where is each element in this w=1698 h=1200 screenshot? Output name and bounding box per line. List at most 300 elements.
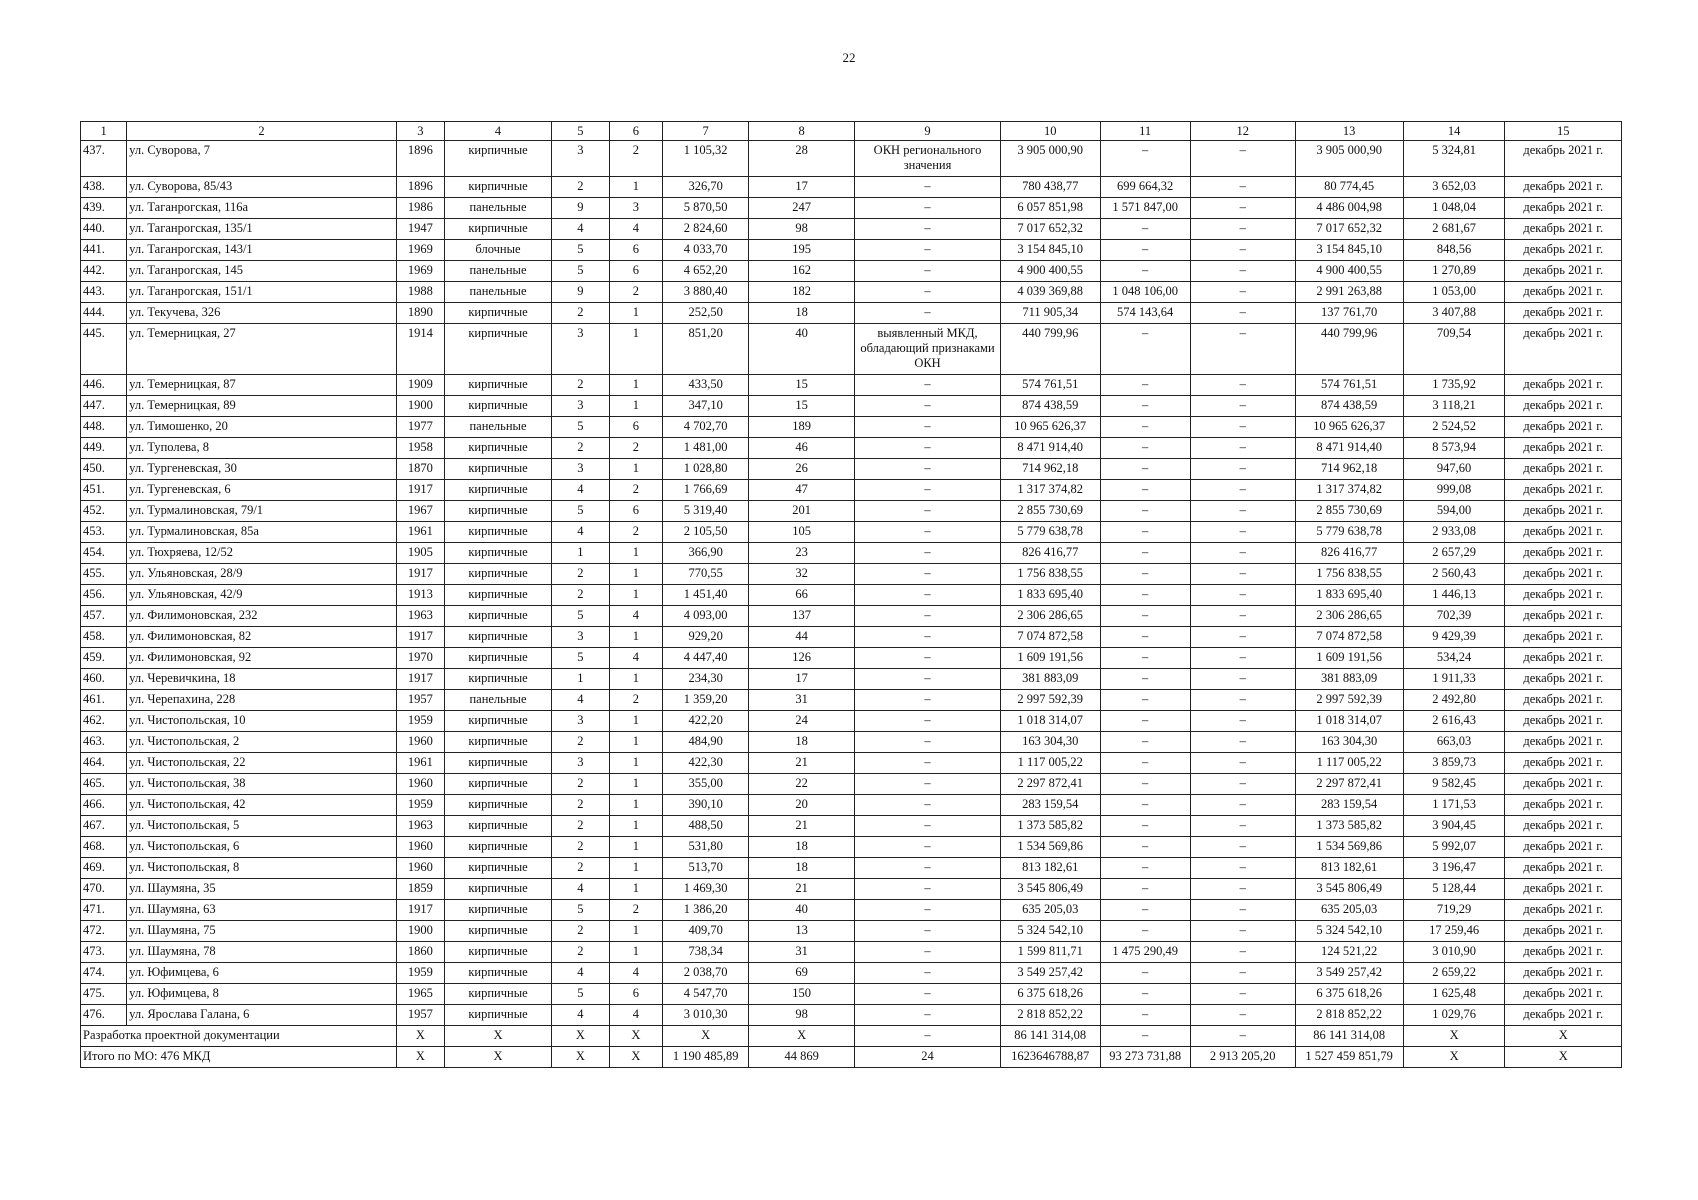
table-cell-col-15: декабрь 2021 г. — [1505, 543, 1622, 564]
table-cell-col-3: 1917 — [396, 627, 444, 648]
table-cell-col-7: 1 105,32 — [663, 141, 749, 177]
summary-cell-col-9: – — [855, 1026, 1001, 1047]
table-cell-col-14: 1 911,33 — [1403, 669, 1505, 690]
table-cell-col-6: 1 — [609, 795, 662, 816]
table-cell-col-7: 531,80 — [663, 837, 749, 858]
table-cell-col-12: – — [1190, 753, 1295, 774]
table-cell-col-7: 5 870,50 — [663, 198, 749, 219]
table-cell-col-1: 443. — [81, 282, 127, 303]
table-cell-col-12: – — [1190, 1005, 1295, 1026]
table-row — [81, 480, 1622, 501]
table-row — [81, 240, 1622, 261]
table-cell-col-15: декабрь 2021 г. — [1505, 606, 1622, 627]
table-cell-col-14: 5 992,07 — [1403, 837, 1505, 858]
summary-cell-col-15: Х — [1505, 1026, 1622, 1047]
table-cell-col-11: – — [1100, 324, 1190, 375]
summary-cell-col-9: 24 — [855, 1047, 1001, 1068]
table-cell-col-10: 3 905 000,90 — [1000, 141, 1100, 177]
table-cell-col-9: – — [855, 606, 1001, 627]
table-cell-col-11: – — [1100, 711, 1190, 732]
table-cell-col-11: – — [1100, 858, 1190, 879]
table-cell-col-13: 813 182,61 — [1295, 858, 1403, 879]
table-cell-col-5: 4 — [551, 480, 609, 501]
table-cell-col-6: 2 — [609, 522, 662, 543]
table-cell-col-10: 1 117 005,22 — [1000, 753, 1100, 774]
table-cell-col-9: – — [855, 690, 1001, 711]
table-cell-col-10: 2 306 286,65 — [1000, 606, 1100, 627]
table-cell-col-5: 5 — [551, 900, 609, 921]
table-cell-col-11: – — [1100, 795, 1190, 816]
table-cell-col-1: 447. — [81, 396, 127, 417]
table-cell-col-6: 1 — [609, 543, 662, 564]
header-row — [81, 122, 1622, 141]
summary-cell-col-8: Х — [749, 1026, 855, 1047]
table-cell-col-2: ул. Ульяновская, 28/9 — [127, 564, 397, 585]
table-cell-col-5: 9 — [551, 282, 609, 303]
column-number-3: 3 — [396, 122, 444, 141]
table-cell-col-1: 439. — [81, 198, 127, 219]
table-cell-col-2: ул. Филимоновская, 92 — [127, 648, 397, 669]
table-cell-col-12: – — [1190, 198, 1295, 219]
table-cell-col-10: 7 074 872,58 — [1000, 627, 1100, 648]
table-cell-col-6: 6 — [609, 417, 662, 438]
table-cell-col-8: 18 — [749, 732, 855, 753]
table-cell-col-8: 18 — [749, 858, 855, 879]
column-number-15: 15 — [1505, 122, 1622, 141]
table-cell-col-12: – — [1190, 648, 1295, 669]
table-cell-col-13: 3 545 806,49 — [1295, 879, 1403, 900]
housing-register-table — [80, 121, 1622, 1068]
table-cell-col-5: 4 — [551, 219, 609, 240]
table-cell-col-8: 189 — [749, 417, 855, 438]
table-cell-col-9: – — [855, 198, 1001, 219]
table-cell-col-5: 2 — [551, 438, 609, 459]
table-cell-col-15: декабрь 2021 г. — [1505, 324, 1622, 375]
table-cell-col-4: блочные — [445, 240, 552, 261]
table-cell-col-2: ул. Туполева, 8 — [127, 438, 397, 459]
table-cell-col-1: 448. — [81, 417, 127, 438]
summary-cell-col-5: Х — [551, 1026, 609, 1047]
table-cell-col-10: 2 997 592,39 — [1000, 690, 1100, 711]
table-cell-col-2: ул. Турмалиновская, 85а — [127, 522, 397, 543]
table-cell-col-7: 929,20 — [663, 627, 749, 648]
table-cell-col-8: 17 — [749, 177, 855, 198]
column-number-4: 4 — [445, 122, 552, 141]
table-cell-col-10: 1 317 374,82 — [1000, 480, 1100, 501]
table-cell-col-10: 780 438,77 — [1000, 177, 1100, 198]
table-cell-col-3: 1896 — [396, 177, 444, 198]
table-cell-col-2: ул. Филимоновская, 82 — [127, 627, 397, 648]
table-cell-col-14: 2 524,52 — [1403, 417, 1505, 438]
table-cell-col-8: 40 — [749, 324, 855, 375]
table-cell-col-3: 1986 — [396, 198, 444, 219]
table-row — [81, 459, 1622, 480]
table-cell-col-7: 366,90 — [663, 543, 749, 564]
table-cell-col-4: кирпичные — [445, 141, 552, 177]
table-cell-col-1: 456. — [81, 585, 127, 606]
table-cell-col-2: ул. Тургеневская, 30 — [127, 459, 397, 480]
table-cell-col-8: 105 — [749, 522, 855, 543]
table-row — [81, 303, 1622, 324]
table-cell-col-1: 458. — [81, 627, 127, 648]
table-cell-col-3: 1900 — [396, 921, 444, 942]
table-cell-col-11: – — [1100, 459, 1190, 480]
page-number: 22 — [842, 50, 856, 65]
column-number-12: 12 — [1190, 122, 1295, 141]
table-cell-col-5: 2 — [551, 837, 609, 858]
table-cell-col-12: – — [1190, 585, 1295, 606]
table-cell-col-13: 1 534 569,86 — [1295, 837, 1403, 858]
table-cell-col-3: 1859 — [396, 879, 444, 900]
table-cell-col-7: 4 033,70 — [663, 240, 749, 261]
table-cell-col-7: 851,20 — [663, 324, 749, 375]
table-row — [81, 858, 1622, 879]
table-cell-col-2: ул. Ярослава Галана, 6 — [127, 1005, 397, 1026]
table-cell-col-15: декабрь 2021 г. — [1505, 219, 1622, 240]
table-cell-col-2: ул. Темерницкая, 27 — [127, 324, 397, 375]
table-cell-col-6: 2 — [609, 282, 662, 303]
table-cell-col-5: 3 — [551, 711, 609, 732]
table-cell-col-14: 2 659,22 — [1403, 963, 1505, 984]
table-cell-col-11: – — [1100, 879, 1190, 900]
table-cell-col-14: 3 010,90 — [1403, 942, 1505, 963]
table-cell-col-3: 1900 — [396, 396, 444, 417]
table-cell-col-8: 24 — [749, 711, 855, 732]
table-cell-col-11: – — [1100, 606, 1190, 627]
table-cell-col-6: 2 — [609, 438, 662, 459]
table-cell-col-14: 1 029,76 — [1403, 1005, 1505, 1026]
column-number-1: 1 — [81, 122, 127, 141]
table-cell-col-3: 1870 — [396, 459, 444, 480]
table-cell-col-8: 18 — [749, 837, 855, 858]
table-cell-col-8: 46 — [749, 438, 855, 459]
table-cell-col-10: 5 779 638,78 — [1000, 522, 1100, 543]
table-cell-col-13: 7 017 652,32 — [1295, 219, 1403, 240]
table-cell-col-1: 449. — [81, 438, 127, 459]
table-cell-col-4: кирпичные — [445, 543, 552, 564]
table-cell-col-11: – — [1100, 219, 1190, 240]
table-cell-col-4: кирпичные — [445, 963, 552, 984]
table-cell-col-15: декабрь 2021 г. — [1505, 417, 1622, 438]
table-cell-col-15: декабрь 2021 г. — [1505, 795, 1622, 816]
table-row — [81, 417, 1622, 438]
table-cell-col-6: 4 — [609, 219, 662, 240]
table-cell-col-8: 137 — [749, 606, 855, 627]
table-cell-col-2: ул. Чистопольская, 10 — [127, 711, 397, 732]
table-cell-col-8: 247 — [749, 198, 855, 219]
table-cell-col-9: – — [855, 858, 1001, 879]
table-cell-col-7: 4 447,40 — [663, 648, 749, 669]
table-row — [81, 1005, 1622, 1026]
table-cell-col-1: 442. — [81, 261, 127, 282]
table-row — [81, 177, 1622, 198]
table-cell-col-10: 8 471 914,40 — [1000, 438, 1100, 459]
table-cell-col-2: ул. Чистопольская, 38 — [127, 774, 397, 795]
table-cell-col-2: ул. Турмалиновская, 79/1 — [127, 501, 397, 522]
table-row — [81, 921, 1622, 942]
table-cell-col-11: 1 571 847,00 — [1100, 198, 1190, 219]
table-row — [81, 438, 1622, 459]
table-cell-col-2: ул. Юфимцева, 8 — [127, 984, 397, 1005]
table-cell-col-6: 1 — [609, 459, 662, 480]
table-cell-col-13: 5 779 638,78 — [1295, 522, 1403, 543]
table-cell-col-1: 461. — [81, 690, 127, 711]
table-cell-col-9: – — [855, 303, 1001, 324]
table-cell-col-6: 1 — [609, 753, 662, 774]
table-cell-col-11: – — [1100, 900, 1190, 921]
table-cell-col-2: ул. Черепахина, 228 — [127, 690, 397, 711]
table-row — [81, 375, 1622, 396]
table-cell-col-10: 874 438,59 — [1000, 396, 1100, 417]
table-row — [81, 282, 1622, 303]
table-cell-col-4: кирпичные — [445, 438, 552, 459]
table-cell-col-10: 2 818 852,22 — [1000, 1005, 1100, 1026]
table-cell-col-8: 195 — [749, 240, 855, 261]
table-cell-col-13: 5 324 542,10 — [1295, 921, 1403, 942]
table-cell-col-13: 2 997 592,39 — [1295, 690, 1403, 711]
table-row — [81, 219, 1622, 240]
table-row — [81, 324, 1622, 375]
table-cell-col-6: 1 — [609, 585, 662, 606]
table-cell-col-6: 1 — [609, 816, 662, 837]
table-cell-col-4: кирпичные — [445, 879, 552, 900]
table-cell-col-8: 44 — [749, 627, 855, 648]
table-cell-col-11: – — [1100, 816, 1190, 837]
table-row — [81, 711, 1622, 732]
table-cell-col-7: 390,10 — [663, 795, 749, 816]
table-cell-col-11: 574 143,64 — [1100, 303, 1190, 324]
table-cell-col-5: 3 — [551, 627, 609, 648]
column-number-7: 7 — [663, 122, 749, 141]
table-cell-col-13: 2 855 730,69 — [1295, 501, 1403, 522]
table-cell-col-11: – — [1100, 648, 1190, 669]
table-cell-col-11: – — [1100, 921, 1190, 942]
table-cell-col-15: декабрь 2021 г. — [1505, 1005, 1622, 1026]
table-cell-col-2: ул. Текучева, 326 — [127, 303, 397, 324]
table-cell-col-2: ул. Чистопольская, 42 — [127, 795, 397, 816]
table-cell-col-2: ул. Чистопольская, 22 — [127, 753, 397, 774]
table-cell-col-4: кирпичные — [445, 564, 552, 585]
table-cell-col-9: – — [855, 816, 1001, 837]
table-cell-col-12: – — [1190, 522, 1295, 543]
table-cell-col-12: – — [1190, 459, 1295, 480]
table-cell-col-12: – — [1190, 774, 1295, 795]
table-cell-col-13: 1 609 191,56 — [1295, 648, 1403, 669]
table-cell-col-5: 4 — [551, 1005, 609, 1026]
table-cell-col-13: 574 761,51 — [1295, 375, 1403, 396]
table-cell-col-6: 6 — [609, 501, 662, 522]
table-cell-col-1: 457. — [81, 606, 127, 627]
table-cell-col-4: кирпичные — [445, 606, 552, 627]
table-cell-col-4: кирпичные — [445, 303, 552, 324]
table-cell-col-4: кирпичные — [445, 177, 552, 198]
table-cell-col-6: 1 — [609, 837, 662, 858]
table-cell-col-11: – — [1100, 837, 1190, 858]
table-cell-col-15: декабрь 2021 г. — [1505, 438, 1622, 459]
table-cell-col-4: панельные — [445, 282, 552, 303]
table-cell-col-1: 450. — [81, 459, 127, 480]
summary-cell-col-11: – — [1100, 1026, 1190, 1047]
summary-cell-col-6: Х — [609, 1047, 662, 1068]
table-cell-col-7: 1 481,00 — [663, 438, 749, 459]
summary-cell-col-13: 86 141 314,08 — [1295, 1026, 1403, 1047]
table-cell-col-6: 1 — [609, 669, 662, 690]
summary-cell-col-11: 93 273 731,88 — [1100, 1047, 1190, 1068]
table-cell-col-12: – — [1190, 282, 1295, 303]
table-cell-col-7: 738,34 — [663, 942, 749, 963]
table-cell-col-1: 445. — [81, 324, 127, 375]
table-cell-col-8: 21 — [749, 879, 855, 900]
table-cell-col-7: 2 105,50 — [663, 522, 749, 543]
table-cell-col-4: кирпичные — [445, 711, 552, 732]
table-cell-col-14: 2 492,80 — [1403, 690, 1505, 711]
table-cell-col-15: декабрь 2021 г. — [1505, 198, 1622, 219]
table-cell-col-12: – — [1190, 732, 1295, 753]
table-cell-col-10: 3 154 845,10 — [1000, 240, 1100, 261]
table-cell-col-6: 1 — [609, 732, 662, 753]
table-cell-col-9: выявленный МКД, обладающий признаками ОКН — [855, 324, 1001, 375]
table-cell-col-12: – — [1190, 480, 1295, 501]
table-cell-col-10: 440 799,96 — [1000, 324, 1100, 375]
table-cell-col-13: 4 900 400,55 — [1295, 261, 1403, 282]
table-cell-col-4: кирпичные — [445, 480, 552, 501]
table-cell-col-1: 454. — [81, 543, 127, 564]
table-row — [81, 648, 1622, 669]
table-cell-col-7: 2 824,60 — [663, 219, 749, 240]
table-cell-col-13: 1 018 314,07 — [1295, 711, 1403, 732]
table-cell-col-15: декабрь 2021 г. — [1505, 261, 1622, 282]
table-cell-col-11: – — [1100, 585, 1190, 606]
table-cell-col-10: 3 549 257,42 — [1000, 963, 1100, 984]
table-cell-col-3: 1961 — [396, 522, 444, 543]
table-cell-col-8: 66 — [749, 585, 855, 606]
table-cell-col-9: – — [855, 669, 1001, 690]
table-cell-col-14: 663,03 — [1403, 732, 1505, 753]
table-cell-col-13: 3 154 845,10 — [1295, 240, 1403, 261]
table-cell-col-11: – — [1100, 690, 1190, 711]
table-cell-col-3: 1959 — [396, 795, 444, 816]
table-cell-col-11: – — [1100, 984, 1190, 1005]
table-cell-col-10: 381 883,09 — [1000, 669, 1100, 690]
summary-cell-col-15: Х — [1505, 1047, 1622, 1068]
table-cell-col-12: – — [1190, 261, 1295, 282]
table-cell-col-1: 463. — [81, 732, 127, 753]
table-cell-col-1: 452. — [81, 501, 127, 522]
table-cell-col-3: 1959 — [396, 963, 444, 984]
table-cell-col-15: декабрь 2021 г. — [1505, 648, 1622, 669]
summary-row — [81, 1026, 1622, 1047]
table-cell-col-12: – — [1190, 690, 1295, 711]
table-cell-col-2: ул. Тимошенко, 20 — [127, 417, 397, 438]
table-cell-col-1: 471. — [81, 900, 127, 921]
table-cell-col-5: 5 — [551, 648, 609, 669]
table-cell-col-4: панельные — [445, 690, 552, 711]
table-cell-col-15: декабрь 2021 г. — [1505, 177, 1622, 198]
table-cell-col-9: – — [855, 879, 1001, 900]
table-cell-col-11: – — [1100, 564, 1190, 585]
table-cell-col-10: 283 159,54 — [1000, 795, 1100, 816]
table-cell-col-15: декабрь 2021 г. — [1505, 669, 1622, 690]
table-cell-col-14: 3 118,21 — [1403, 396, 1505, 417]
table-cell-col-4: кирпичные — [445, 375, 552, 396]
table-cell-col-14: 2 657,29 — [1403, 543, 1505, 564]
table-cell-col-9: – — [855, 261, 1001, 282]
table-cell-col-1: 465. — [81, 774, 127, 795]
table-cell-col-13: 7 074 872,58 — [1295, 627, 1403, 648]
table-cell-col-8: 13 — [749, 921, 855, 942]
table-cell-col-11: – — [1100, 963, 1190, 984]
table-cell-col-3: 1913 — [396, 585, 444, 606]
table-cell-col-12: – — [1190, 669, 1295, 690]
column-number-2: 2 — [127, 122, 397, 141]
table-cell-col-8: 69 — [749, 963, 855, 984]
table-row — [81, 774, 1622, 795]
table-cell-col-2: ул. Ульяновская, 42/9 — [127, 585, 397, 606]
table-cell-col-3: 1960 — [396, 858, 444, 879]
table-cell-col-1: 441. — [81, 240, 127, 261]
table-cell-col-4: кирпичные — [445, 921, 552, 942]
table-cell-col-12: – — [1190, 837, 1295, 858]
table-cell-col-12: – — [1190, 942, 1295, 963]
table-cell-col-9: – — [855, 837, 1001, 858]
table-cell-col-10: 3 545 806,49 — [1000, 879, 1100, 900]
table-cell-col-15: декабрь 2021 г. — [1505, 711, 1622, 732]
table-cell-col-2: ул. Тюхряева, 12/52 — [127, 543, 397, 564]
summary-label: Итого по МО: 476 МКД — [81, 1047, 397, 1068]
table-cell-col-8: 201 — [749, 501, 855, 522]
table-cell-col-13: 1 317 374,82 — [1295, 480, 1403, 501]
table-cell-col-9: – — [855, 417, 1001, 438]
table-cell-col-13: 124 521,22 — [1295, 942, 1403, 963]
table-cell-col-15: декабрь 2021 г. — [1505, 282, 1622, 303]
table-cell-col-1: 474. — [81, 963, 127, 984]
table-cell-col-9: – — [855, 459, 1001, 480]
table-cell-col-2: ул. Чистопольская, 8 — [127, 858, 397, 879]
table-cell-col-14: 17 259,46 — [1403, 921, 1505, 942]
table-cell-col-14: 5 128,44 — [1403, 879, 1505, 900]
summary-cell-col-4: Х — [445, 1026, 552, 1047]
table-cell-col-1: 469. — [81, 858, 127, 879]
table-cell-col-9: – — [855, 627, 1001, 648]
table-cell-col-14: 1 053,00 — [1403, 282, 1505, 303]
table-cell-col-14: 2 681,67 — [1403, 219, 1505, 240]
table-cell-col-2: ул. Шаумяна, 63 — [127, 900, 397, 921]
table-cell-col-14: 3 652,03 — [1403, 177, 1505, 198]
table-cell-col-1: 453. — [81, 522, 127, 543]
table-cell-col-6: 1 — [609, 711, 662, 732]
table-cell-col-4: кирпичные — [445, 984, 552, 1005]
table-cell-col-1: 462. — [81, 711, 127, 732]
summary-cell-col-4: Х — [445, 1047, 552, 1068]
table-cell-col-14: 3 407,88 — [1403, 303, 1505, 324]
table-cell-col-11: – — [1100, 732, 1190, 753]
table-cell-col-11: – — [1100, 375, 1190, 396]
column-number-9: 9 — [855, 122, 1001, 141]
table-cell-col-11: – — [1100, 627, 1190, 648]
summary-label: Разработка проектной документации — [81, 1026, 397, 1047]
table-cell-col-15: декабрь 2021 г. — [1505, 585, 1622, 606]
table-row — [81, 522, 1622, 543]
table-cell-col-9: – — [855, 543, 1001, 564]
table-cell-col-9: – — [855, 219, 1001, 240]
summary-cell-col-14: Х — [1403, 1026, 1505, 1047]
table-cell-col-7: 488,50 — [663, 816, 749, 837]
table-cell-col-9: – — [855, 795, 1001, 816]
table-row — [81, 900, 1622, 921]
summary-cell-col-10: 1623646788,87 — [1000, 1047, 1100, 1068]
table-cell-col-11: – — [1100, 522, 1190, 543]
table-cell-col-14: 1 270,89 — [1403, 261, 1505, 282]
